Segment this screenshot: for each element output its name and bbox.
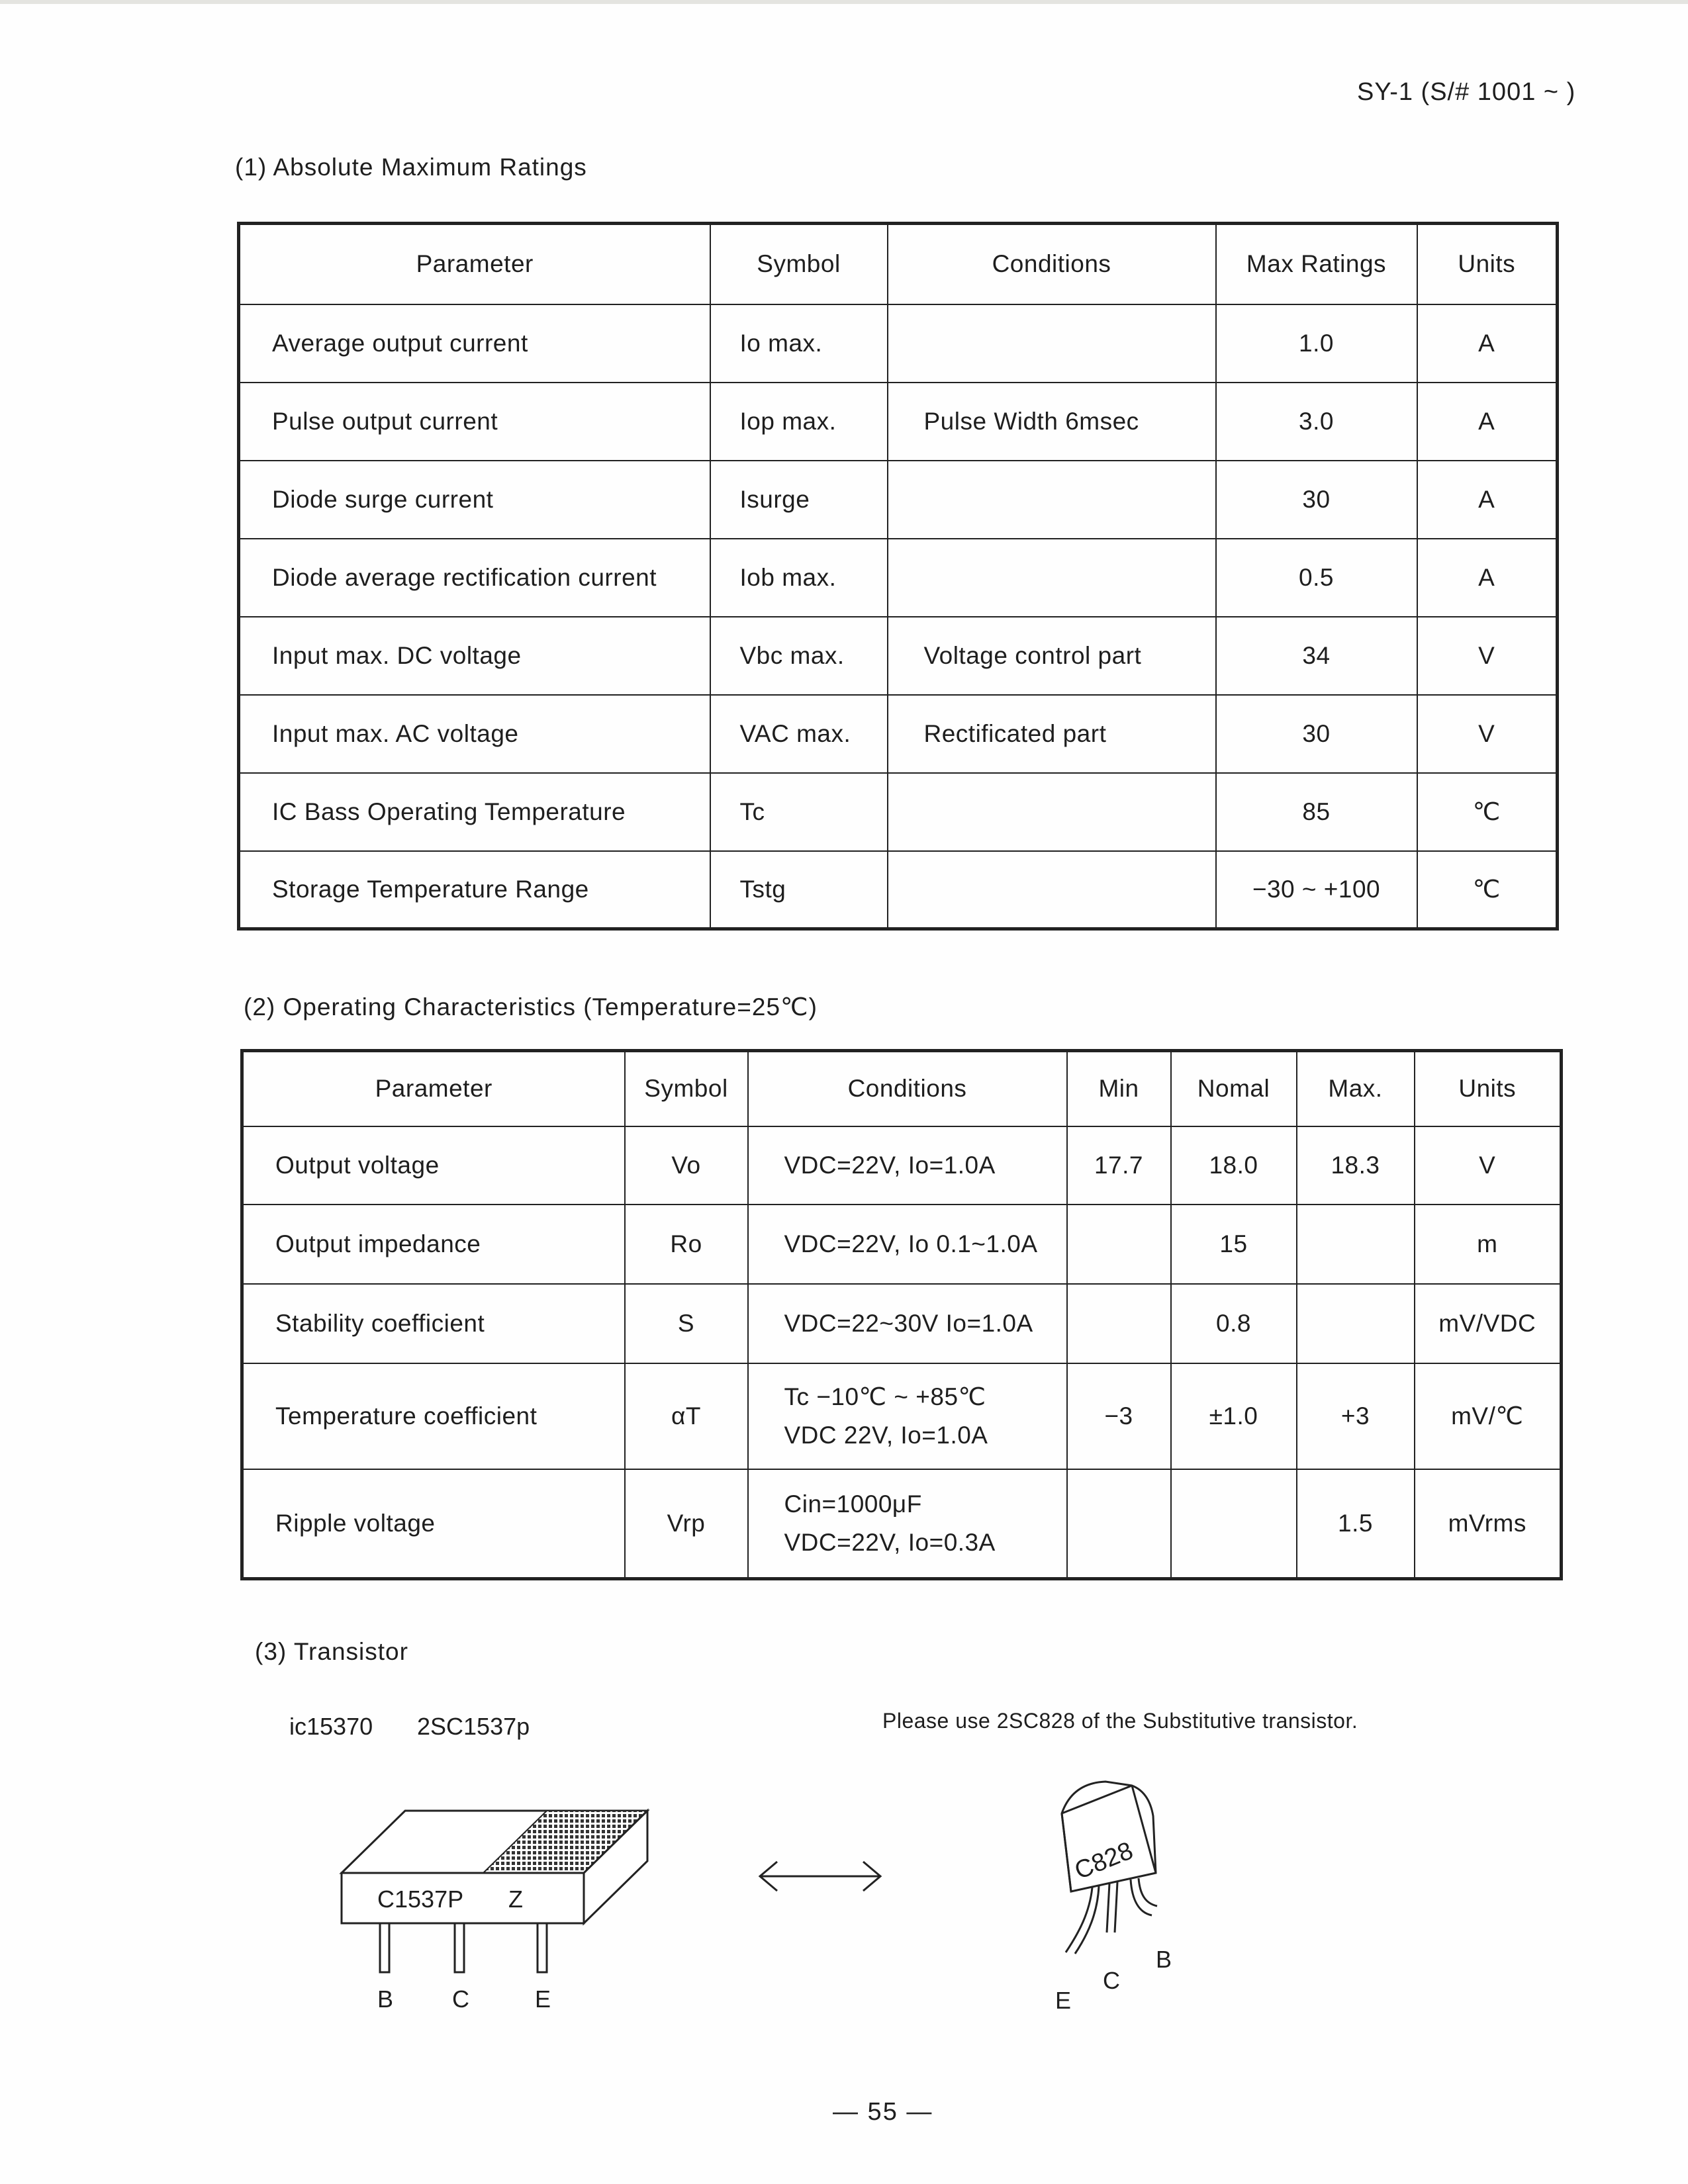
min-cell	[1067, 1469, 1171, 1579]
column-header: Parameter	[239, 224, 710, 304]
condition-line: VDC 22V, Io=1.0A	[784, 1421, 988, 1449]
column-header: Units	[1417, 224, 1558, 304]
table-cell: 85	[1216, 773, 1417, 851]
page-number: — 55 —	[833, 2098, 933, 2126]
chip-pin-e: E	[535, 1985, 551, 2013]
table-cell: Diode average rectification current	[239, 539, 710, 617]
column-header: Symbol	[710, 224, 888, 304]
units-cell: m	[1415, 1205, 1562, 1284]
column-header: Max Ratings	[1216, 224, 1417, 304]
table-cell: Storage Temperature Range	[239, 851, 710, 929]
absolute-max-ratings-table	[237, 222, 1559, 931]
operating-characteristics-table	[240, 1049, 1563, 1580]
column-header: Conditions	[888, 224, 1216, 304]
table-header-row	[239, 224, 1558, 304]
parameter-cell: Temperature coefficient	[242, 1363, 625, 1469]
conditions-cell	[748, 1284, 1067, 1363]
table-cell: Pulse Width 6msec	[888, 383, 1216, 461]
units-cell: mV/VDC	[1415, 1284, 1562, 1363]
transistor-label: C828	[1070, 1837, 1137, 1886]
table-cell: 34	[1216, 617, 1417, 695]
symbol-cell: S	[625, 1284, 748, 1363]
section1-title: (1) Absolute Maximum Ratings	[235, 154, 587, 181]
table-cell	[888, 461, 1216, 539]
max-cell: +3	[1297, 1363, 1415, 1469]
column-header: Nomal	[1171, 1051, 1297, 1126]
parameter-cell: Ripple voltage	[242, 1469, 625, 1579]
table-cell: Tc	[710, 773, 888, 851]
table-row	[239, 695, 1558, 773]
nominal-cell: 0.8	[1171, 1284, 1297, 1363]
table-row	[242, 1363, 1562, 1469]
table-cell: Io max.	[710, 304, 888, 383]
column-header: Min	[1067, 1051, 1171, 1126]
condition-line: Tc −10℃ ~ +85℃	[784, 1383, 986, 1410]
table-cell: Isurge	[710, 461, 888, 539]
min-cell	[1067, 1205, 1171, 1284]
table-cell: Iop max.	[710, 383, 888, 461]
table-cell: Vbc max.	[710, 617, 888, 695]
transistor-pin-b: B	[1156, 1946, 1172, 1973]
table-cell: Tstg	[710, 851, 888, 929]
substitute-note: Please use 2SC828 of the Substitutive transistor.	[882, 1709, 1358, 1733]
table-cell: A	[1417, 383, 1558, 461]
column-header: Units	[1415, 1051, 1562, 1126]
table-cell: V	[1417, 617, 1558, 695]
table-cell: VAC max.	[710, 695, 888, 773]
column-header: Parameter	[242, 1051, 625, 1126]
table-cell: 1.0	[1216, 304, 1417, 383]
min-cell: −3	[1067, 1363, 1171, 1469]
page-header: SY-1 (S/# 1001 ~ )	[1357, 78, 1576, 106]
table-cell: V	[1417, 695, 1558, 773]
table-row	[239, 851, 1558, 929]
table-row	[239, 617, 1558, 695]
table-cell	[888, 851, 1216, 929]
table-cell: −30 ~ +100	[1216, 851, 1417, 929]
parameter-cell: Output impedance	[242, 1205, 625, 1284]
conditions-cell	[748, 1205, 1067, 1284]
parameter-cell: Output voltage	[242, 1126, 625, 1205]
table-cell: Input max. AC voltage	[239, 695, 710, 773]
chip-pin-b: B	[377, 1985, 394, 2013]
c828-transistor-drawing	[1033, 1774, 1205, 2012]
table-row	[242, 1126, 1562, 1205]
table-row	[242, 1284, 1562, 1363]
symbol-cell: αT	[625, 1363, 748, 1469]
nominal-cell	[1171, 1469, 1297, 1579]
table-cell: 0.5	[1216, 539, 1417, 617]
column-header: Symbol	[625, 1051, 748, 1126]
table-cell: A	[1417, 304, 1558, 383]
table-row	[242, 1469, 1562, 1579]
table-cell: Iob max.	[710, 539, 888, 617]
table-cell: Average output current	[239, 304, 710, 383]
table-row	[242, 1205, 1562, 1284]
scan-top-edge	[0, 0, 1688, 4]
table-cell: Rectificated part	[888, 695, 1216, 773]
conditions-cell	[748, 1469, 1067, 1579]
units-cell: V	[1415, 1126, 1562, 1205]
part-number-ic: ic15370	[289, 1713, 373, 1740]
table-row	[239, 539, 1558, 617]
condition-line: Cin=1000μF	[784, 1490, 922, 1518]
chip-label: C1537P	[377, 1886, 464, 1913]
units-cell: mV/℃	[1415, 1363, 1562, 1469]
table-cell: A	[1417, 461, 1558, 539]
max-cell	[1297, 1284, 1415, 1363]
table-cell: Voltage control part	[888, 617, 1216, 695]
c1537p-package-drawing	[331, 1787, 675, 2025]
chip-mark: Z	[508, 1886, 523, 1913]
transistor-pin-c: C	[1103, 1967, 1120, 1994]
part-number-transistor: 2SC1537p	[417, 1713, 530, 1740]
table-row	[239, 773, 1558, 851]
max-cell	[1297, 1205, 1415, 1284]
table-cell: ℃	[1417, 773, 1558, 851]
table-header-row	[242, 1051, 1562, 1126]
table-row	[239, 461, 1558, 539]
units-cell: mVrms	[1415, 1469, 1562, 1579]
conditions-cell	[748, 1363, 1067, 1469]
table-cell: ℃	[1417, 851, 1558, 929]
min-cell: 17.7	[1067, 1126, 1171, 1205]
table-cell: 30	[1216, 461, 1417, 539]
max-cell: 1.5	[1297, 1469, 1415, 1579]
table-cell: Diode surge current	[239, 461, 710, 539]
table-cell	[888, 773, 1216, 851]
symbol-cell: Vo	[625, 1126, 748, 1205]
condition-line: VDC=22V, Io 0.1~1.0A	[784, 1230, 1038, 1257]
table-cell	[888, 304, 1216, 383]
condition-line: VDC=22V, Io=0.3A	[784, 1528, 996, 1556]
table-row	[239, 304, 1558, 383]
condition-line: VDC=22~30V Io=1.0A	[784, 1309, 1033, 1337]
nominal-cell: 18.0	[1171, 1126, 1297, 1205]
section2-title: (2) Operating Characteristics (Temperature=25℃)	[244, 993, 818, 1021]
conditions-cell	[748, 1126, 1067, 1205]
equivalence-arrow-icon	[755, 1856, 887, 1896]
table-row	[239, 383, 1558, 461]
nominal-cell: 15	[1171, 1205, 1297, 1284]
table-cell: 30	[1216, 695, 1417, 773]
column-header: Conditions	[748, 1051, 1067, 1126]
condition-line: VDC=22V, Io=1.0A	[784, 1151, 996, 1179]
symbol-cell: Vrp	[625, 1469, 748, 1579]
table-cell: A	[1417, 539, 1558, 617]
transistor-pin-e: E	[1055, 1987, 1072, 2014]
table-cell: Pulse output current	[239, 383, 710, 461]
nominal-cell: ±1.0	[1171, 1363, 1297, 1469]
table-cell: IC Bass Operating Temperature	[239, 773, 710, 851]
chip-pin-c: C	[452, 1985, 469, 2013]
column-header: Max.	[1297, 1051, 1415, 1126]
parameter-cell: Stability coefficient	[242, 1284, 625, 1363]
table-cell: 3.0	[1216, 383, 1417, 461]
min-cell	[1067, 1284, 1171, 1363]
max-cell: 18.3	[1297, 1126, 1415, 1205]
table-cell	[888, 539, 1216, 617]
table-cell: Input max. DC voltage	[239, 617, 710, 695]
symbol-cell: Ro	[625, 1205, 748, 1284]
section3-title: (3) Transistor	[255, 1638, 408, 1665]
